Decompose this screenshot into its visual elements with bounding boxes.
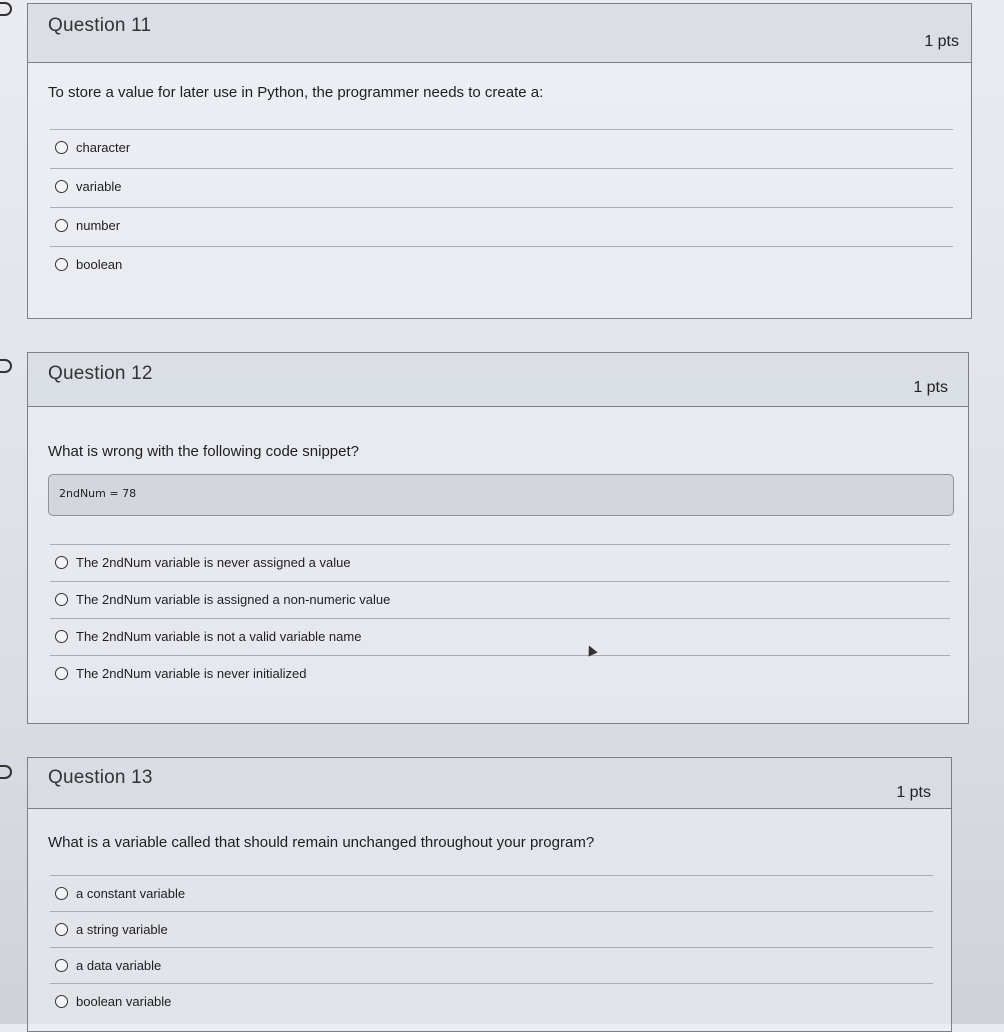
answer-label: The 2ndNum variable is not a valid variable name <box>76 629 362 644</box>
answer-label: boolean variable <box>76 994 172 1009</box>
answer-option[interactable] <box>50 655 950 691</box>
radio-unselected-icon[interactable] <box>55 141 68 154</box>
radio-unselected-icon[interactable] <box>55 959 68 972</box>
question-11-card <box>27 3 972 319</box>
code-snippet: 2ndNum = 78 <box>59 487 137 500</box>
answer-option[interactable] <box>50 129 953 165</box>
radio-unselected-icon[interactable] <box>55 556 68 569</box>
question-points: 1 pts <box>913 379 948 396</box>
answer-option[interactable] <box>50 544 950 580</box>
answer-option[interactable] <box>50 983 933 1019</box>
question-13-card <box>27 757 952 1032</box>
question-title: Question 13 <box>48 767 153 788</box>
answer-option[interactable] <box>50 911 933 947</box>
question-11-header <box>28 4 971 63</box>
answer-label: The 2ndNum variable is never assigned a value <box>76 555 351 570</box>
answer-option[interactable] <box>50 246 953 282</box>
question-prompt: What is wrong with the following code snippet? <box>48 443 360 460</box>
radio-unselected-icon[interactable] <box>55 180 68 193</box>
answer-label: a constant variable <box>76 886 186 901</box>
question-prompt: To store a value for later use in Python, the programmer needs to create a: <box>48 84 544 101</box>
question-12-card <box>27 352 969 724</box>
answer-label: The 2ndNum variable is never initialized <box>76 666 307 681</box>
code-snippet-box <box>48 474 954 516</box>
flag-question-13-icon[interactable] <box>0 765 12 779</box>
question-title: Question 11 <box>48 15 152 36</box>
question-points: 1 pts <box>896 784 931 801</box>
question-title: Question 12 <box>48 363 153 384</box>
answer-option[interactable] <box>50 168 953 204</box>
question-points: 1 pts <box>924 33 959 50</box>
answer-option[interactable] <box>50 581 950 617</box>
question-12-header <box>28 353 968 407</box>
answer-option[interactable] <box>50 207 953 243</box>
answer-option[interactable] <box>50 618 950 654</box>
answer-label: variable <box>76 179 122 194</box>
radio-unselected-icon[interactable] <box>55 667 68 680</box>
answer-label: character <box>76 140 131 155</box>
answer-option[interactable] <box>50 947 933 983</box>
answer-label: a data variable <box>76 958 162 973</box>
radio-unselected-icon[interactable] <box>55 923 68 936</box>
answer-option[interactable] <box>50 875 933 911</box>
question-prompt: What is a variable called that should remain unchanged throughout your program? <box>48 834 595 851</box>
flag-question-11-icon[interactable] <box>0 2 12 16</box>
answer-label: a string variable <box>76 922 168 937</box>
radio-unselected-icon[interactable] <box>55 887 68 900</box>
radio-unselected-icon[interactable] <box>55 219 68 232</box>
answer-label: number <box>76 218 121 233</box>
radio-unselected-icon[interactable] <box>55 630 68 643</box>
radio-unselected-icon[interactable] <box>55 995 68 1008</box>
radio-unselected-icon[interactable] <box>55 593 68 606</box>
answer-label: boolean <box>76 257 123 272</box>
flag-question-12-icon[interactable] <box>0 359 12 373</box>
question-13-header <box>28 758 951 809</box>
answer-label: The 2ndNum variable is assigned a non-numeric value <box>76 592 391 607</box>
radio-unselected-icon[interactable] <box>55 258 68 271</box>
